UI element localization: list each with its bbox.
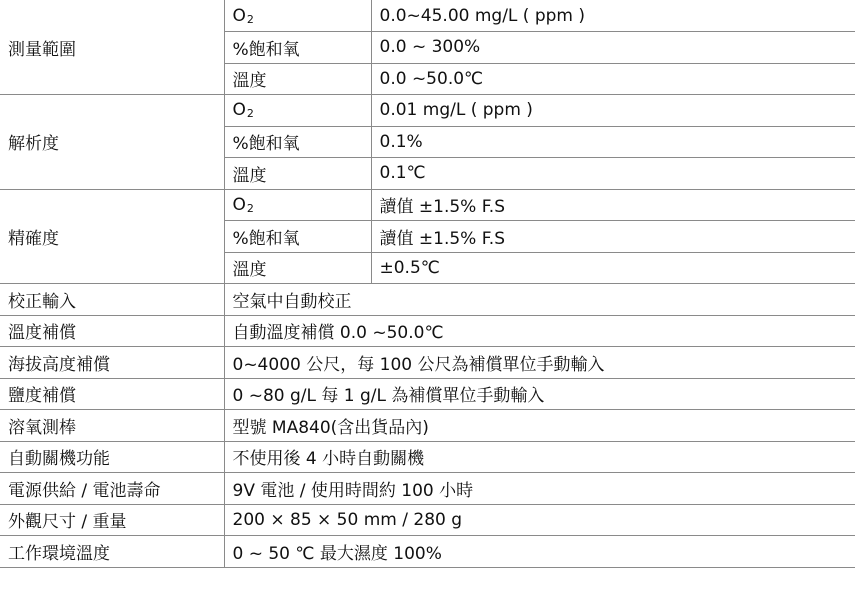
- spec-label: 海拔高度補償: [0, 347, 224, 379]
- param-o2: [224, 0, 371, 32]
- param-subscript: 2: [246, 107, 254, 121]
- param-temperature: 溫度: [224, 158, 371, 190]
- spec-label: 電源供給 / 電池壽命: [0, 473, 224, 505]
- spec-label: 鹽度補償: [0, 378, 224, 410]
- param-value: 讀值 ±1.5% F.S: [371, 189, 855, 221]
- group-label-range: 測量範圍: [0, 0, 224, 95]
- spec-label: 外觀尺寸 / 重量: [0, 504, 224, 536]
- table-row: [0, 0, 855, 32]
- table-row: [0, 473, 855, 505]
- param-saturation: %飽和氧: [224, 32, 371, 64]
- param-subscript: 2: [246, 12, 254, 26]
- param-main: O: [232, 194, 246, 215]
- table-row: [0, 378, 855, 410]
- param-temperature: 溫度: [224, 252, 371, 284]
- param-value: 0.0~45.00 mg/L ( ppm ): [371, 0, 855, 32]
- param-o2: [224, 95, 371, 127]
- spec-value: 自動溫度補償 0.0 ~50.0℃: [224, 315, 855, 347]
- spec-value: 不使用後 4 小時自動關機: [224, 441, 855, 473]
- table-row: [0, 189, 855, 221]
- spec-value: 200 × 85 × 50 mm / 280 g: [224, 504, 855, 536]
- table-row: [0, 347, 855, 379]
- spec-label: 溫度補償: [0, 315, 224, 347]
- spec-value: 0~4000 公尺，每 100 公尺為補償單位手動輸入: [224, 347, 855, 379]
- group-label-accuracy: 精確度: [0, 189, 224, 284]
- table-row: [0, 441, 855, 473]
- spec-value: 空氣中自動校正: [224, 284, 855, 316]
- spec-value: 9V 電池 / 使用時間約 100 小時: [224, 473, 855, 505]
- param-subscript: 2: [246, 201, 254, 215]
- spec-label: 自動關機功能: [0, 441, 224, 473]
- param-o2: [224, 189, 371, 221]
- spec-value: 0 ~80 g/L 每 1 g/L 為補償單位手動輸入: [224, 378, 855, 410]
- param-value: 0.1℃: [371, 158, 855, 190]
- param-saturation: %飽和氧: [224, 126, 371, 158]
- param-value: 0.01 mg/L ( ppm ): [371, 95, 855, 127]
- param-main: O: [232, 100, 246, 121]
- param-main: O: [232, 5, 246, 26]
- table-row: [0, 410, 855, 442]
- param-value: 0.1%: [371, 126, 855, 158]
- table-row: [0, 284, 855, 316]
- spec-label: 溶氧測棒: [0, 410, 224, 442]
- table-row: [0, 315, 855, 347]
- table-row: [0, 536, 855, 568]
- spec-label: 工作環境溫度: [0, 536, 224, 568]
- spec-value: 型號 MA840(含出貨品內): [224, 410, 855, 442]
- param-value: 0.0 ~ 300%: [371, 32, 855, 64]
- param-saturation: %飽和氧: [224, 221, 371, 253]
- param-value: 讀值 ±1.5% F.S: [371, 221, 855, 253]
- table-row: [0, 95, 855, 127]
- spec-label: 校正輸入: [0, 284, 224, 316]
- param-value: 0.0 ~50.0℃: [371, 63, 855, 95]
- param-value: ±0.5℃: [371, 252, 855, 284]
- group-label-resolution: 解析度: [0, 95, 224, 190]
- spec-value: 0 ~ 50 ℃ 最大濕度 100%: [224, 536, 855, 568]
- param-temperature: 溫度: [224, 63, 371, 95]
- table-row: [0, 504, 855, 536]
